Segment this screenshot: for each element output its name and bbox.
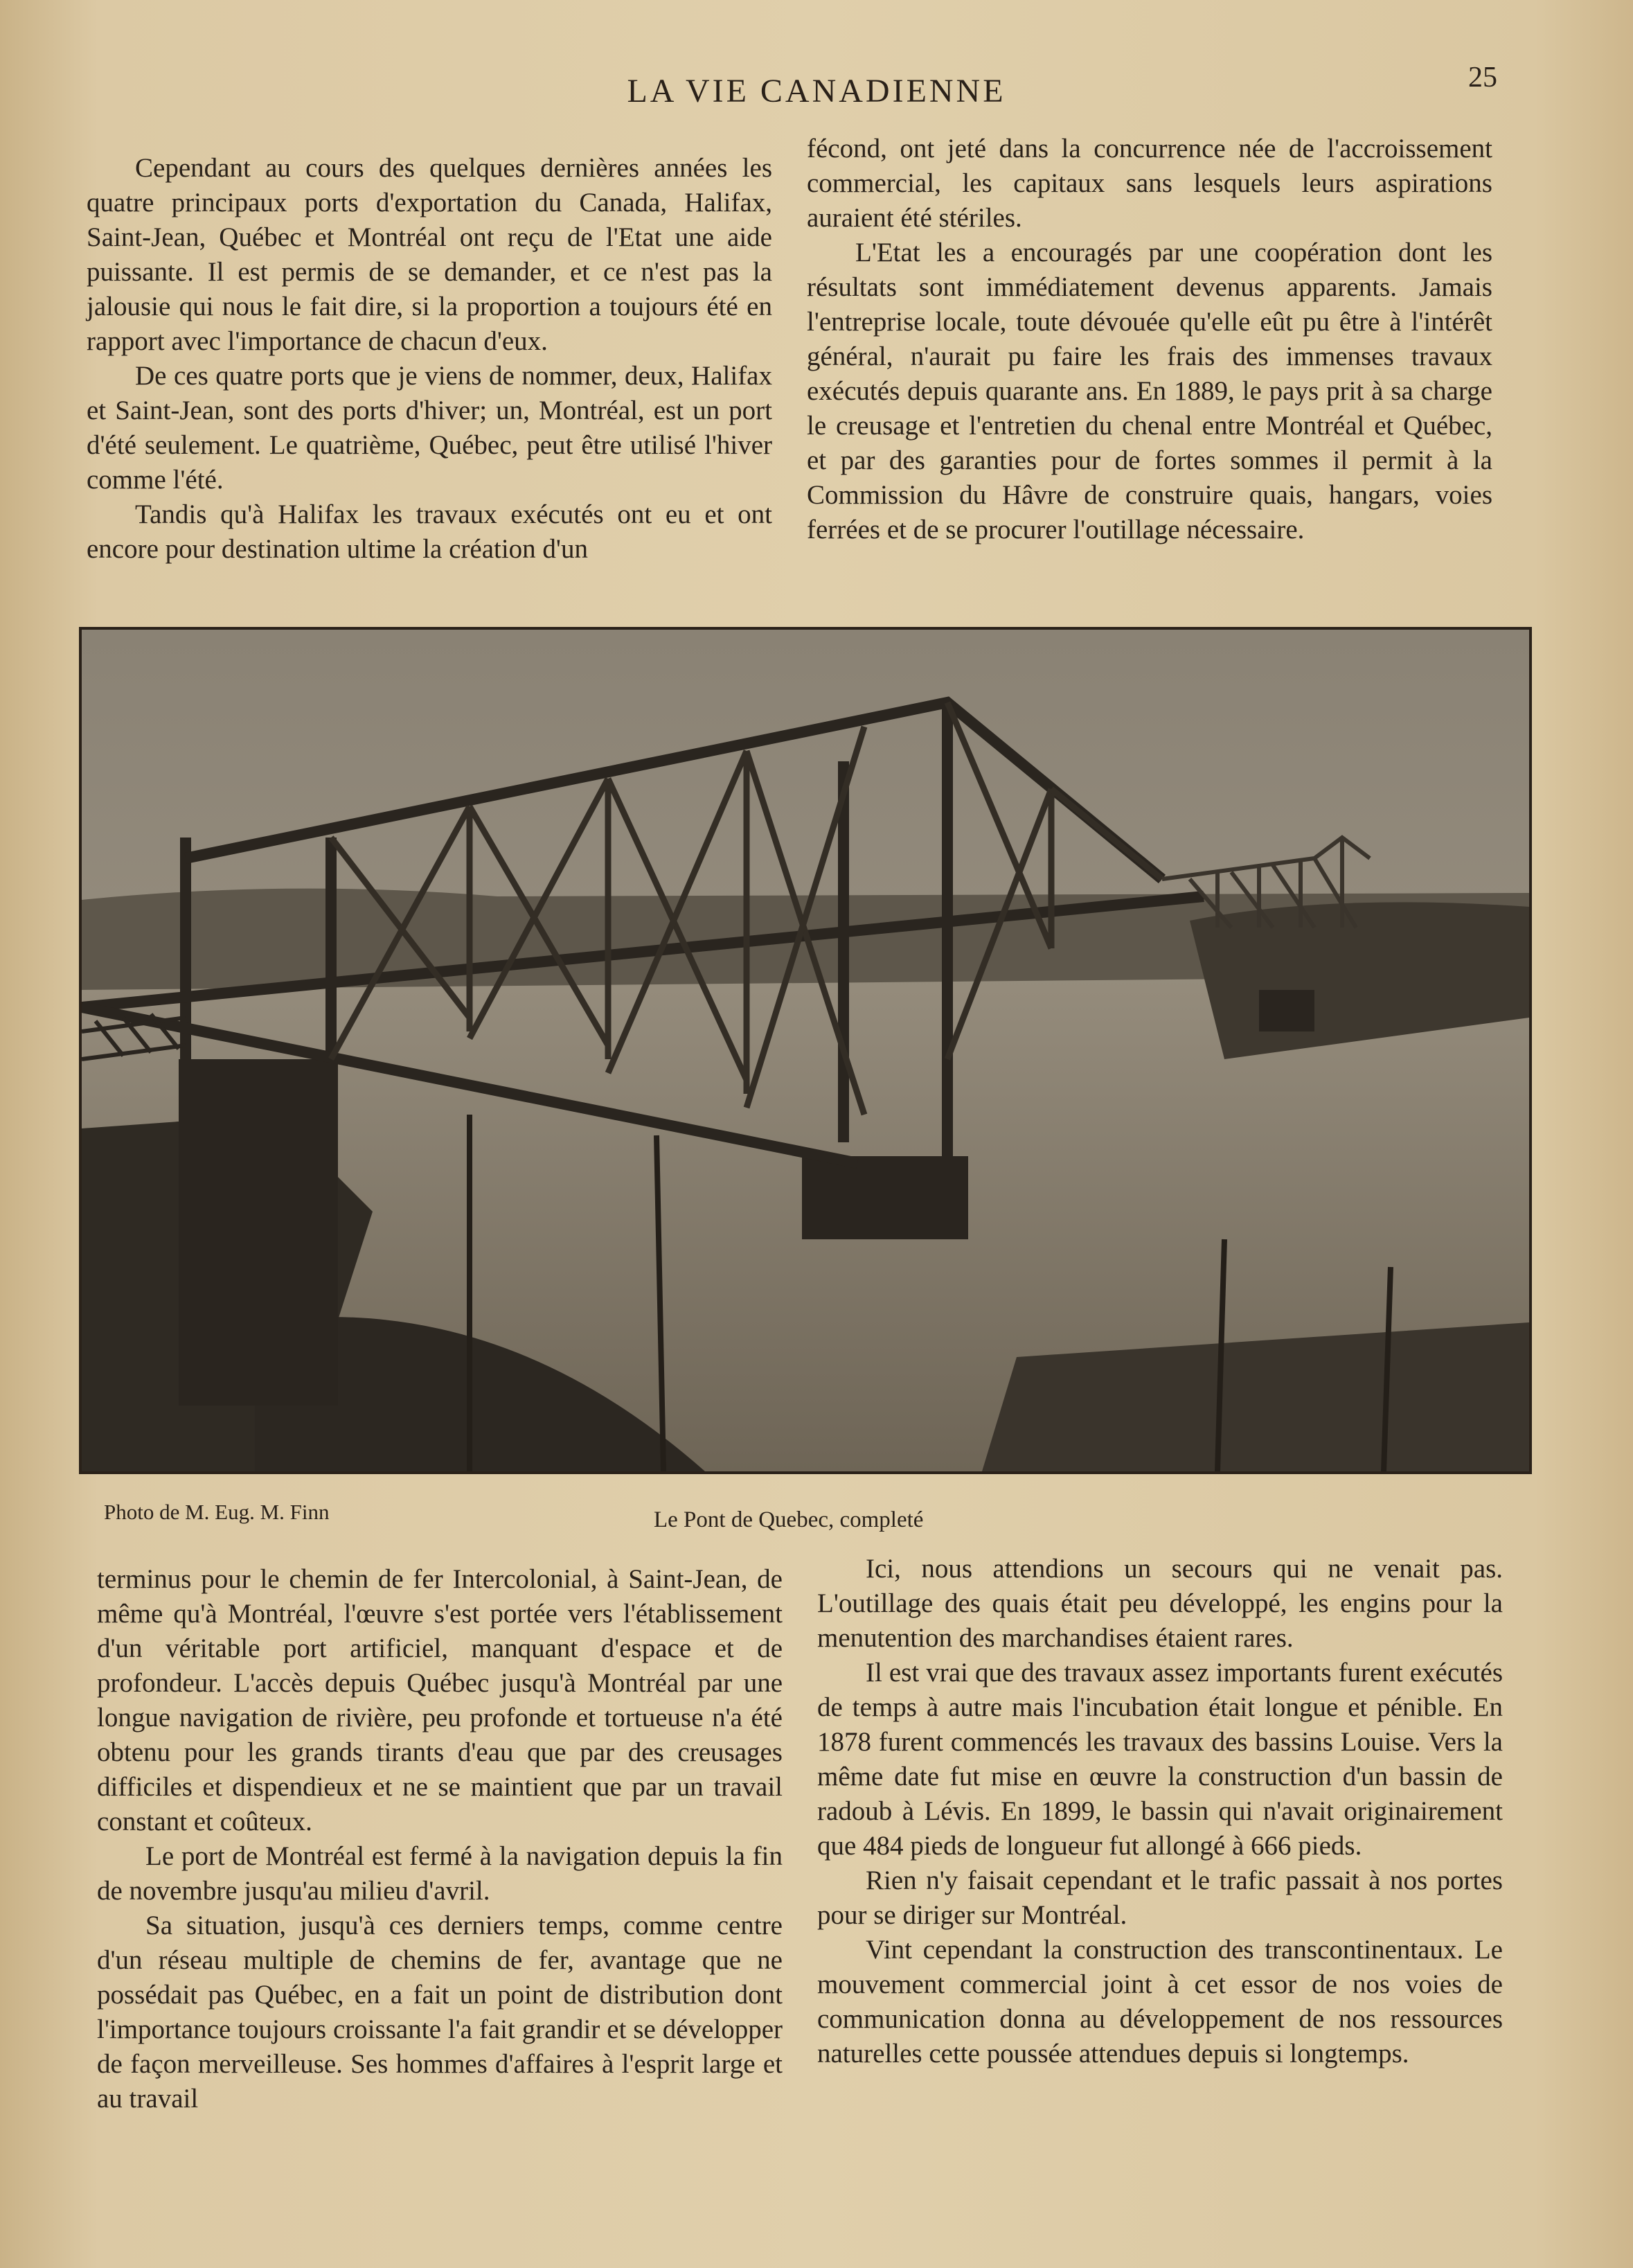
paragraph: fécond, ont jeté dans la concurrence née de l'accroissement commercial, les capitaux sans lesquels leurs aspirations auraient été stériles. (807, 134, 1492, 233)
running-title: LA VIE CANADIENNE (627, 73, 1006, 109)
paragraph: Rien n'y faisait cependant et le trafic passait à nos portes pour se diriger sur Montréal. (817, 1866, 1503, 1930)
paragraph: Tandis qu'à Halifax les travaux exécutés ont eu et ont encore pour destination ultime la création d'un (87, 499, 772, 564)
paragraph: Il est vrai que des travaux assez importants furent exécutés de temps à autre mais l'incubation était longue et pénible. En 1878 furent commencés les travaux des bassins Louise. Vers la même date fut mise en œuvre la construction d'un bassin de radoub à Lévis. En 1899, le bassin qui n'avait originairement que 484 pieds de longueur fut allongé à 666 pieds. (817, 1658, 1503, 1861)
paragraph: Ici, nous attendions un secours qui ne venait pas. L'outillage des quais était peu développé, les engins pour la menutention des marchandises étaient rares. (817, 1554, 1503, 1653)
top-left-column (87, 151, 772, 567)
bridge-photograph (79, 627, 1532, 1474)
bottom-right-column (817, 1552, 1503, 2071)
paragraph: Vint cependant la construction des transcontinentaux. Le mouvement commercial joint à cet essor de nos voies de communication donna au développement de nos ressources naturelles cette poussée attendues depuis si longtemps. (817, 1935, 1503, 2068)
paragraph: L'Etat les a encouragés par une coopération dont les résultats sont immédiatement devenus apparents. Jamais l'entreprise locale, toute dévouée qu'elle eût pu être à l'intérêt général, n'aurait pu faire les frais des immenses travaux exécutés depuis quarante ans. En 1889, le pays prit à sa charge le creusage et l'entretien du chenal entre Montréal et Québec, et par des garanties pour de fortes sommes il permit à la Commission du Hâvre de construire quais, hangars, voies ferrées et de se procurer l'outillage nécessaire. (807, 238, 1492, 544)
page-number: 25 (1468, 62, 1497, 94)
bottom-left-column (97, 1562, 783, 2116)
paragraph: terminus pour le chemin de fer Intercolonial, à Saint-Jean, de même qu'à Montréal, l'œuvre s'est portée vers l'établissement d'un véritable port artificiel, manquant d'espace et de profondeur. L'accès depuis Québec jusqu'à Montréal par une longue navigation de rivière, peu profonde et tortueuse n'a été obtenu pour les grands tirants d'eau que par des creusages difficiles et dispendieux et ne se maintient que par un travail constant et coûteux. (97, 1564, 783, 1836)
photo-credit: Photo de M. Eug. M. Finn (104, 1500, 330, 1524)
photo-caption: Le Pont de Quebec, completé (654, 1507, 924, 1532)
top-right-column (807, 132, 1492, 547)
paragraph: Sa situation, jusqu'à ces derniers temps, comme centre d'un réseau multiple de chemins de fer, avantage que ne possédait pas Québec, en a fait un point de distribution dont l'importance toujours croissante l'a fait grandir et se développer de façon merveilleuse. Ses hommes d'affaires à l'esprit large et au travail (97, 1911, 783, 2114)
paragraph: Le port de Montréal est fermé à la navigation depuis la fin de novembre jusqu'au milieu d'avril. (97, 1841, 783, 1906)
quebec-bridge-illustration (82, 630, 1529, 1471)
paragraph: Cependant au cours des quelques dernières années les quatre principaux ports d'exportation du Canada, Halifax, Saint-Jean, Québec et Montréal ont reçu de l'Etat une aide puissante. Il est permis de se demander, et ce n'est pas la jalousie qui nous le fait dire, si la proportion a toujours été en rapport avec l'importance de chacun d'eux. (87, 153, 772, 356)
paragraph: De ces quatre ports que je viens de nommer, deux, Halifax et Saint-Jean, sont des ports d'hiver; un, Montréal, est un port d'été seulement. Le quatrième, Québec, peut être utilisé l'hiver comme l'été. (87, 361, 772, 495)
